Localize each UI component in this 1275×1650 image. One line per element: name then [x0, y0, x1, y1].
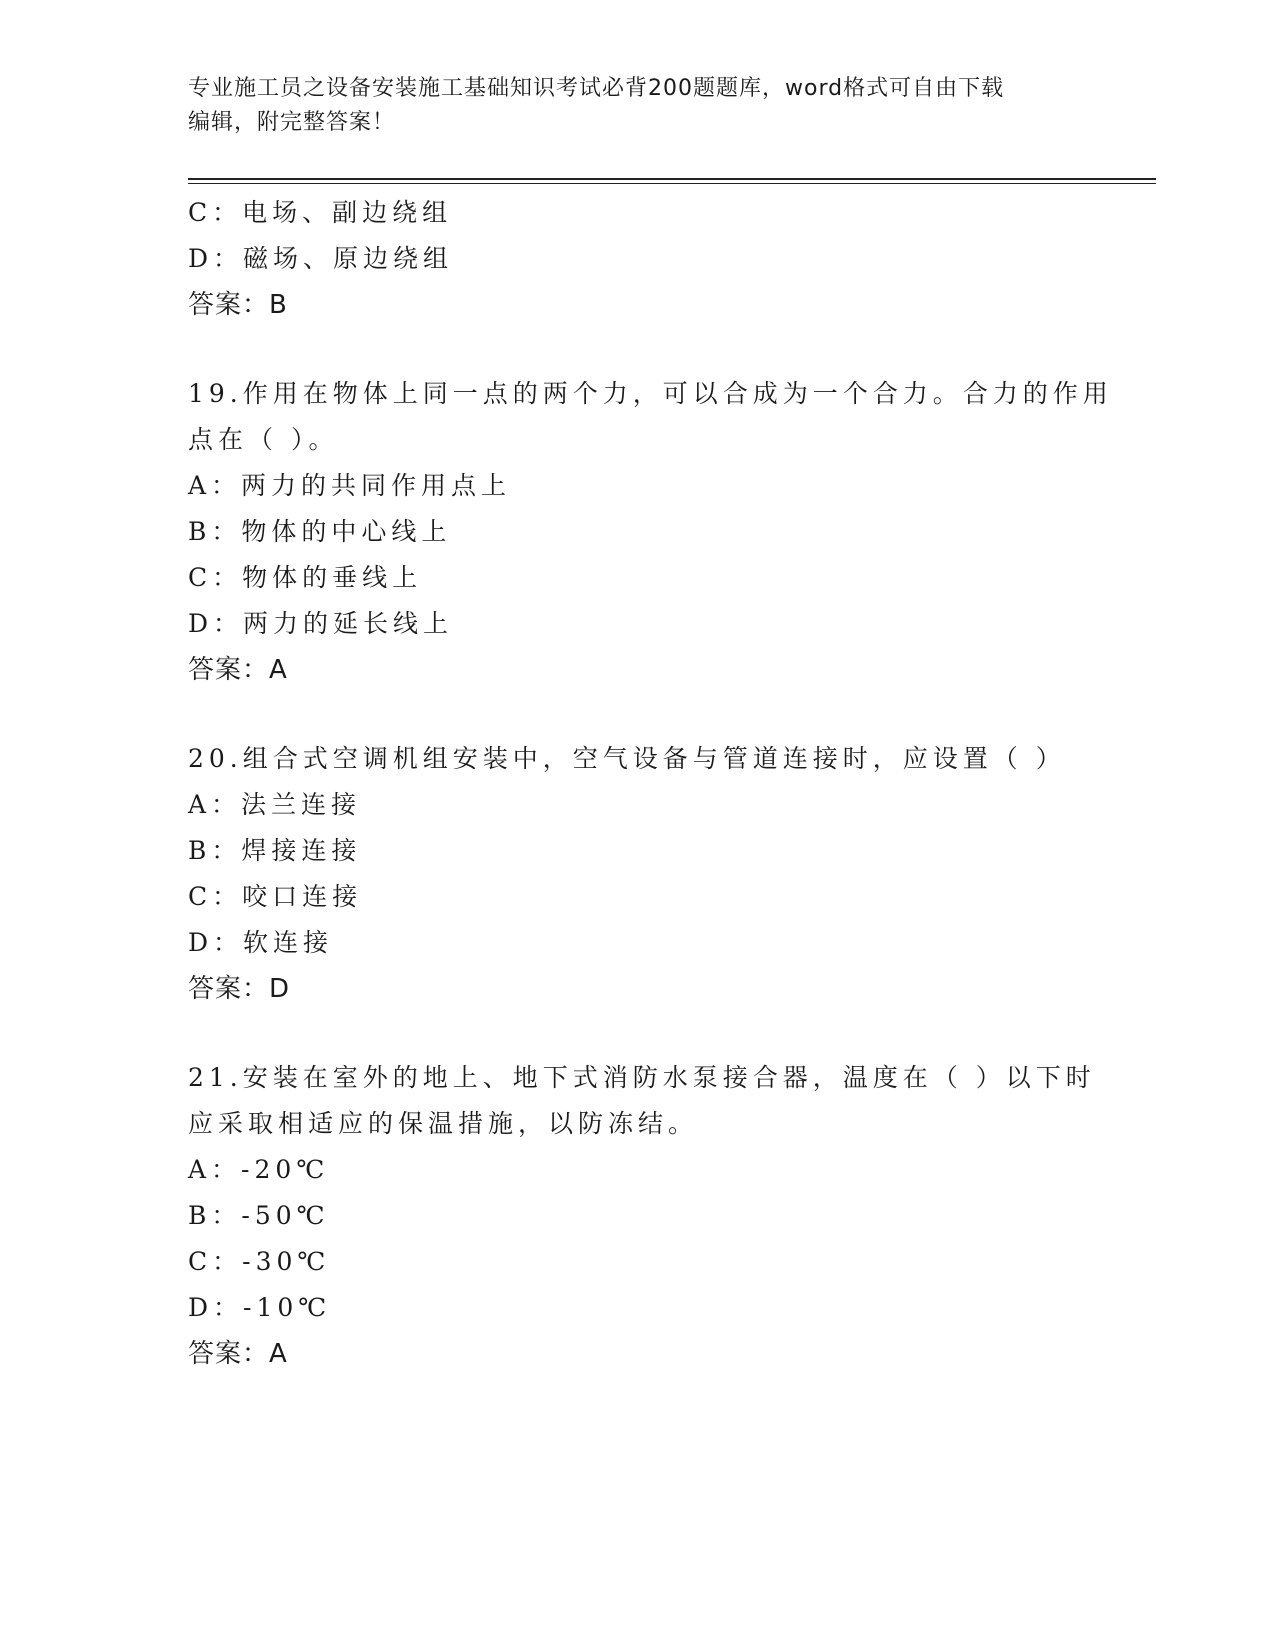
option-d: D：两力的延长线上: [188, 609, 454, 638]
question-text-line-1: 19.作用在物体上同一点的两个力，可以合成为一个合力。合力的作用: [188, 379, 1113, 408]
question-text-line-1: 20.组合式空调机组安装中，空气设备与管道连接时，应设置（ ）: [188, 744, 1066, 773]
option-a: A：-20℃: [188, 1155, 330, 1184]
question-text-line-2: 应采取相适应的保温措施，以防冻结。: [188, 1109, 699, 1138]
option-a: A：两力的共同作用点上: [188, 471, 512, 500]
option-b: B：-50℃: [188, 1201, 330, 1230]
question-list: [188, 190, 1113, 1377]
question-20: [188, 736, 1088, 1012]
document-header: [188, 72, 1088, 140]
header-rule-thick: [188, 178, 1156, 180]
answer: 答案：A: [188, 1339, 288, 1369]
question-18-tail: [188, 190, 1088, 328]
option-c: C：-30℃: [188, 1247, 331, 1276]
question-text-line-1: 21.安装在室外的地上、地下式消防水泵接合器，温度在（ ）以下时: [188, 1063, 1096, 1092]
header-line-2: 编辑，附完整答案！: [188, 110, 396, 135]
option-c: C：电场、副边绕组: [188, 198, 453, 227]
question-text-line-2: 点在（ ）。: [188, 425, 339, 454]
option-a: A：法兰连接: [188, 790, 362, 819]
option-d: D：-10℃: [188, 1293, 332, 1322]
answer: 答案：A: [188, 655, 288, 685]
option-d: D：磁场、原边绕组: [188, 244, 454, 273]
header-line-1: 专业施工员之设备安装施工基础知识考试必背200题题库，word格式可自由下载: [188, 76, 1005, 101]
header-rule-thin: [188, 183, 1156, 184]
answer: 答案：D: [188, 974, 291, 1004]
option-b: B：焊接连接: [188, 836, 362, 865]
option-d: D：软连接: [188, 928, 334, 957]
question-19: [188, 371, 1113, 693]
answer: 答案：B: [188, 290, 288, 320]
question-21: [188, 1055, 1096, 1377]
option-c: C：物体的垂线上: [188, 563, 423, 592]
option-b: B：物体的中心线上: [188, 517, 452, 546]
option-c: C：咬口连接: [188, 882, 363, 911]
